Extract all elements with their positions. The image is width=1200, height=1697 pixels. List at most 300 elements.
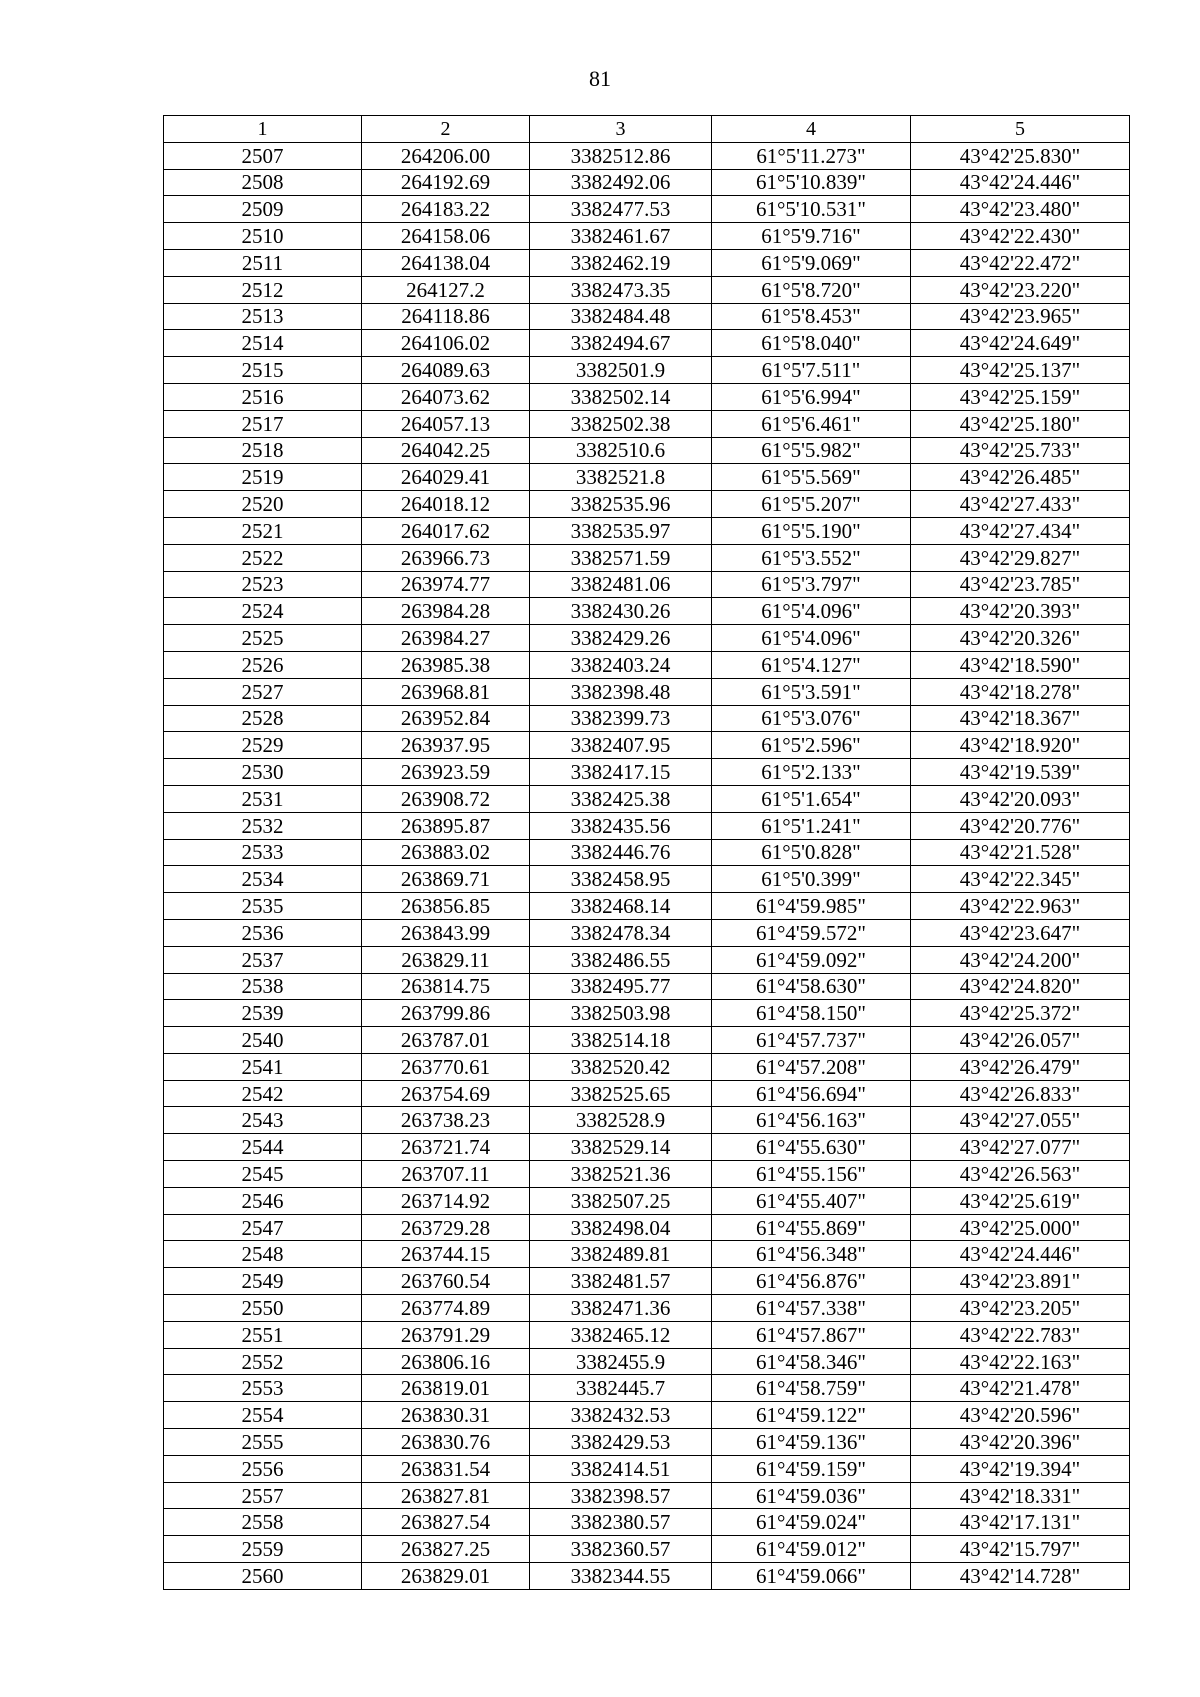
x-coordinate-cell: 264073.62 [362,383,530,410]
longitude-cell: 61°4'59.136" [712,1429,911,1456]
x-coordinate-cell: 263830.31 [362,1402,530,1429]
longitude-cell: 61°5'3.591" [712,678,911,705]
table-row [164,1482,1130,1509]
longitude-cell: 61°4'57.208" [712,1053,911,1080]
longitude-cell: 61°5'8.720" [712,276,911,303]
longitude-cell: 61°5'11.273" [712,142,911,169]
x-coordinate-cell: 264029.41 [362,464,530,491]
table-row [164,866,1130,893]
longitude-cell: 61°5'4.127" [712,651,911,678]
table-row [164,571,1130,598]
x-coordinate-cell: 263856.85 [362,893,530,920]
point-number-cell: 2559 [164,1536,362,1563]
table-row [164,544,1130,571]
y-coordinate-cell: 3382520.42 [530,1053,712,1080]
point-number-cell: 2538 [164,973,362,1000]
longitude-cell: 61°5'1.654" [712,785,911,812]
x-coordinate-cell: 264183.22 [362,196,530,223]
longitude-cell: 61°4'59.092" [712,946,911,973]
longitude-cell: 61°5'3.552" [712,544,911,571]
latitude-cell: 43°42'26.563" [911,1161,1130,1188]
x-coordinate-cell: 263819.01 [362,1375,530,1402]
table-row [164,437,1130,464]
longitude-cell: 61°4'57.867" [712,1321,911,1348]
point-number-cell: 2535 [164,893,362,920]
longitude-cell: 61°5'5.982" [712,437,911,464]
latitude-cell: 43°42'20.396" [911,1429,1130,1456]
y-coordinate-cell: 3382429.26 [530,625,712,652]
longitude-cell: 61°4'58.150" [712,1000,911,1027]
point-number-cell: 2513 [164,303,362,330]
y-coordinate-cell: 3382458.95 [530,866,712,893]
longitude-cell: 61°5'5.190" [712,517,911,544]
table-row [164,919,1130,946]
x-coordinate-cell: 263806.16 [362,1348,530,1375]
latitude-cell: 43°42'22.472" [911,249,1130,276]
table-row [164,1080,1130,1107]
longitude-cell: 61°4'56.163" [712,1107,911,1134]
y-coordinate-cell: 3382502.14 [530,383,712,410]
x-coordinate-cell: 263974.77 [362,571,530,598]
table-row [164,839,1130,866]
longitude-cell: 61°4'59.012" [712,1536,911,1563]
table-row [164,1536,1130,1563]
y-coordinate-cell: 3382503.98 [530,1000,712,1027]
longitude-cell: 61°4'56.876" [712,1268,911,1295]
column-header-2: 2 [362,116,530,143]
y-coordinate-cell: 3382501.9 [530,357,712,384]
point-number-cell: 2547 [164,1214,362,1241]
x-coordinate-cell: 263829.01 [362,1563,530,1590]
table-row [164,1375,1130,1402]
point-number-cell: 2519 [164,464,362,491]
y-coordinate-cell: 3382473.35 [530,276,712,303]
table-row [164,517,1130,544]
longitude-cell: 61°4'55.869" [712,1214,911,1241]
y-coordinate-cell: 3382502.38 [530,410,712,437]
x-coordinate-cell: 263984.27 [362,625,530,652]
latitude-cell: 43°42'20.093" [911,785,1130,812]
y-coordinate-cell: 3382525.65 [530,1080,712,1107]
longitude-cell: 61°5'0.399" [712,866,911,893]
point-number-cell: 2514 [164,330,362,357]
point-number-cell: 2520 [164,491,362,518]
point-number-cell: 2530 [164,759,362,786]
table-row [164,678,1130,705]
latitude-cell: 43°42'23.965" [911,303,1130,330]
point-number-cell: 2517 [164,410,362,437]
x-coordinate-cell: 263791.29 [362,1321,530,1348]
y-coordinate-cell: 3382481.06 [530,571,712,598]
latitude-cell: 43°42'20.596" [911,1402,1130,1429]
y-coordinate-cell: 3382528.9 [530,1107,712,1134]
y-coordinate-cell: 3382432.53 [530,1402,712,1429]
x-coordinate-cell: 263895.87 [362,812,530,839]
x-coordinate-cell: 264017.62 [362,517,530,544]
latitude-cell: 43°42'23.205" [911,1295,1130,1322]
y-coordinate-cell: 3382492.06 [530,169,712,196]
latitude-cell: 43°42'19.539" [911,759,1130,786]
point-number-cell: 2528 [164,705,362,732]
longitude-cell: 61°4'55.156" [712,1161,911,1188]
point-number-cell: 2512 [164,276,362,303]
y-coordinate-cell: 3382512.86 [530,142,712,169]
table-row [164,973,1130,1000]
latitude-cell: 43°42'24.820" [911,973,1130,1000]
x-coordinate-cell: 263714.92 [362,1187,530,1214]
longitude-cell: 61°4'59.024" [712,1509,911,1536]
x-coordinate-cell: 264158.06 [362,223,530,250]
latitude-cell: 43°42'22.345" [911,866,1130,893]
latitude-cell: 43°42'14.728" [911,1563,1130,1590]
y-coordinate-cell: 3382510.6 [530,437,712,464]
latitude-cell: 43°42'23.891" [911,1268,1130,1295]
x-coordinate-cell: 263754.69 [362,1080,530,1107]
point-number-cell: 2527 [164,678,362,705]
point-number-cell: 2553 [164,1375,362,1402]
point-number-cell: 2549 [164,1268,362,1295]
x-coordinate-cell: 264042.25 [362,437,530,464]
table-row [164,1161,1130,1188]
longitude-cell: 61°5'8.040" [712,330,911,357]
latitude-cell: 43°42'18.367" [911,705,1130,732]
table-header-row [164,116,1130,143]
latitude-cell: 43°42'21.528" [911,839,1130,866]
longitude-cell: 61°4'57.338" [712,1295,911,1322]
point-number-cell: 2531 [164,785,362,812]
x-coordinate-cell: 263729.28 [362,1214,530,1241]
column-header-1: 1 [164,116,362,143]
y-coordinate-cell: 3382446.76 [530,839,712,866]
table-row [164,1295,1130,1322]
y-coordinate-cell: 3382407.95 [530,732,712,759]
x-coordinate-cell: 264206.00 [362,142,530,169]
y-coordinate-cell: 3382403.24 [530,651,712,678]
longitude-cell: 61°5'1.241" [712,812,911,839]
latitude-cell: 43°42'20.326" [911,625,1130,652]
x-coordinate-cell: 263984.28 [362,598,530,625]
x-coordinate-cell: 263952.84 [362,705,530,732]
latitude-cell: 43°42'25.000" [911,1214,1130,1241]
point-number-cell: 2511 [164,249,362,276]
column-header-4: 4 [712,116,911,143]
latitude-cell: 43°42'18.920" [911,732,1130,759]
longitude-cell: 61°5'3.797" [712,571,911,598]
y-coordinate-cell: 3382414.51 [530,1455,712,1482]
table-row [164,464,1130,491]
point-number-cell: 2554 [164,1402,362,1429]
y-coordinate-cell: 3382529.14 [530,1134,712,1161]
point-number-cell: 2548 [164,1241,362,1268]
x-coordinate-cell: 263827.54 [362,1509,530,1536]
y-coordinate-cell: 3382535.97 [530,517,712,544]
table-row [164,303,1130,330]
longitude-cell: 61°5'2.133" [712,759,911,786]
table-row [164,946,1130,973]
point-number-cell: 2533 [164,839,362,866]
latitude-cell: 43°42'27.055" [911,1107,1130,1134]
y-coordinate-cell: 3382521.36 [530,1161,712,1188]
x-coordinate-cell: 263744.15 [362,1241,530,1268]
x-coordinate-cell: 263830.76 [362,1429,530,1456]
x-coordinate-cell: 263770.61 [362,1053,530,1080]
longitude-cell: 61°4'57.737" [712,1027,911,1054]
table-row [164,625,1130,652]
point-number-cell: 2534 [164,866,362,893]
point-number-cell: 2551 [164,1321,362,1348]
longitude-cell: 61°4'59.066" [712,1563,911,1590]
y-coordinate-cell: 3382498.04 [530,1214,712,1241]
column-header-5: 5 [911,116,1130,143]
longitude-cell: 61°5'8.453" [712,303,911,330]
longitude-cell: 61°4'59.572" [712,919,911,946]
table-body [164,142,1130,1589]
point-number-cell: 2522 [164,544,362,571]
page-number: 81 [589,66,611,91]
latitude-cell: 43°42'27.077" [911,1134,1130,1161]
table-row [164,1321,1130,1348]
table-row [164,732,1130,759]
latitude-cell: 43°42'25.180" [911,410,1130,437]
latitude-cell: 43°42'18.590" [911,651,1130,678]
y-coordinate-cell: 3382478.34 [530,919,712,946]
y-coordinate-cell: 3382471.36 [530,1295,712,1322]
longitude-cell: 61°4'59.036" [712,1482,911,1509]
table-row [164,812,1130,839]
point-number-cell: 2516 [164,383,362,410]
y-coordinate-cell: 3382399.73 [530,705,712,732]
point-number-cell: 2555 [164,1429,362,1456]
x-coordinate-cell: 264127.2 [362,276,530,303]
table-row [164,223,1130,250]
latitude-cell: 43°42'26.485" [911,464,1130,491]
longitude-cell: 61°4'55.407" [712,1187,911,1214]
table-row [164,196,1130,223]
latitude-cell: 43°42'24.446" [911,169,1130,196]
longitude-cell: 61°4'56.348" [712,1241,911,1268]
x-coordinate-cell: 263923.59 [362,759,530,786]
x-coordinate-cell: 263908.72 [362,785,530,812]
longitude-cell: 61°5'4.096" [712,598,911,625]
y-coordinate-cell: 3382507.25 [530,1187,712,1214]
x-coordinate-cell: 263814.75 [362,973,530,1000]
latitude-cell: 43°42'24.200" [911,946,1130,973]
latitude-cell: 43°42'27.433" [911,491,1130,518]
longitude-cell: 61°5'9.716" [712,223,911,250]
x-coordinate-cell: 263799.86 [362,1000,530,1027]
table-row [164,1134,1130,1161]
column-header-3: 3 [530,116,712,143]
x-coordinate-cell: 263937.95 [362,732,530,759]
table-row [164,357,1130,384]
longitude-cell: 61°5'5.207" [712,491,911,518]
y-coordinate-cell: 3382380.57 [530,1509,712,1536]
y-coordinate-cell: 3382465.12 [530,1321,712,1348]
point-number-cell: 2507 [164,142,362,169]
point-number-cell: 2542 [164,1080,362,1107]
x-coordinate-cell: 264089.63 [362,357,530,384]
y-coordinate-cell: 3382398.57 [530,1482,712,1509]
y-coordinate-cell: 3382435.56 [530,812,712,839]
point-number-cell: 2556 [164,1455,362,1482]
y-coordinate-cell: 3382417.15 [530,759,712,786]
y-coordinate-cell: 3382398.48 [530,678,712,705]
latitude-cell: 43°42'18.331" [911,1482,1130,1509]
x-coordinate-cell: 263985.38 [362,651,530,678]
x-coordinate-cell: 264138.04 [362,249,530,276]
table-row [164,249,1130,276]
y-coordinate-cell: 3382445.7 [530,1375,712,1402]
x-coordinate-cell: 264106.02 [362,330,530,357]
y-coordinate-cell: 3382461.67 [530,223,712,250]
longitude-cell: 61°5'9.069" [712,249,911,276]
table-row [164,598,1130,625]
longitude-cell: 61°5'4.096" [712,625,911,652]
longitude-cell: 61°4'55.630" [712,1134,911,1161]
latitude-cell: 43°42'25.733" [911,437,1130,464]
y-coordinate-cell: 3382489.81 [530,1241,712,1268]
point-number-cell: 2537 [164,946,362,973]
x-coordinate-cell: 263721.74 [362,1134,530,1161]
point-number-cell: 2545 [164,1161,362,1188]
latitude-cell: 43°42'22.783" [911,1321,1130,1348]
point-number-cell: 2524 [164,598,362,625]
table-row [164,1027,1130,1054]
latitude-cell: 43°42'18.278" [911,678,1130,705]
latitude-cell: 43°42'25.159" [911,383,1130,410]
table-row [164,759,1130,786]
x-coordinate-cell: 263827.25 [362,1536,530,1563]
y-coordinate-cell: 3382360.57 [530,1536,712,1563]
y-coordinate-cell: 3382535.96 [530,491,712,518]
table-row [164,785,1130,812]
table-row [164,705,1130,732]
longitude-cell: 61°4'58.759" [712,1375,911,1402]
longitude-cell: 61°5'10.839" [712,169,911,196]
latitude-cell: 43°42'21.478" [911,1375,1130,1402]
table-row [164,410,1130,437]
longitude-cell: 61°5'7.511" [712,357,911,384]
point-number-cell: 2518 [164,437,362,464]
y-coordinate-cell: 3382429.53 [530,1429,712,1456]
latitude-cell: 43°42'22.163" [911,1348,1130,1375]
x-coordinate-cell: 263883.02 [362,839,530,866]
table-row [164,1000,1130,1027]
x-coordinate-cell: 264018.12 [362,491,530,518]
x-coordinate-cell: 263869.71 [362,866,530,893]
y-coordinate-cell: 3382430.26 [530,598,712,625]
latitude-cell: 43°42'23.647" [911,919,1130,946]
x-coordinate-cell: 263829.11 [362,946,530,973]
longitude-cell: 61°5'6.994" [712,383,911,410]
table-row [164,1509,1130,1536]
y-coordinate-cell: 3382477.53 [530,196,712,223]
latitude-cell: 43°42'22.430" [911,223,1130,250]
point-number-cell: 2539 [164,1000,362,1027]
x-coordinate-cell: 264057.13 [362,410,530,437]
longitude-cell: 61°4'59.985" [712,893,911,920]
x-coordinate-cell: 263760.54 [362,1268,530,1295]
latitude-cell: 43°42'25.372" [911,1000,1130,1027]
point-number-cell: 2544 [164,1134,362,1161]
x-coordinate-cell: 264192.69 [362,169,530,196]
point-number-cell: 2515 [164,357,362,384]
table-row [164,142,1130,169]
point-number-cell: 2521 [164,517,362,544]
y-coordinate-cell: 3382494.67 [530,330,712,357]
table-row [164,651,1130,678]
latitude-cell: 43°42'25.137" [911,357,1130,384]
latitude-cell: 43°42'20.393" [911,598,1130,625]
x-coordinate-cell: 263774.89 [362,1295,530,1322]
x-coordinate-cell: 263831.54 [362,1455,530,1482]
longitude-cell: 61°5'2.596" [712,732,911,759]
point-number-cell: 2532 [164,812,362,839]
latitude-cell: 43°42'25.619" [911,1187,1130,1214]
coordinates-table [163,115,1130,1590]
latitude-cell: 43°42'17.131" [911,1509,1130,1536]
point-number-cell: 2536 [164,919,362,946]
latitude-cell: 43°42'19.394" [911,1455,1130,1482]
point-number-cell: 2560 [164,1563,362,1590]
table-row [164,1187,1130,1214]
longitude-cell: 61°5'0.828" [712,839,911,866]
latitude-cell: 43°42'26.057" [911,1027,1130,1054]
x-coordinate-cell: 263707.11 [362,1161,530,1188]
table-row [164,276,1130,303]
latitude-cell: 43°42'23.785" [911,571,1130,598]
latitude-cell: 43°42'22.963" [911,893,1130,920]
table-row [164,491,1130,518]
y-coordinate-cell: 3382468.14 [530,893,712,920]
table-row [164,1214,1130,1241]
point-number-cell: 2529 [164,732,362,759]
table-row [164,1402,1130,1429]
latitude-cell: 43°42'23.220" [911,276,1130,303]
x-coordinate-cell: 263968.81 [362,678,530,705]
y-coordinate-cell: 3382455.9 [530,1348,712,1375]
latitude-cell: 43°42'24.446" [911,1241,1130,1268]
point-number-cell: 2510 [164,223,362,250]
point-number-cell: 2558 [164,1509,362,1536]
point-number-cell: 2543 [164,1107,362,1134]
longitude-cell: 61°4'58.630" [712,973,911,1000]
y-coordinate-cell: 3382514.18 [530,1027,712,1054]
table-row [164,1053,1130,1080]
latitude-cell: 43°42'26.479" [911,1053,1130,1080]
point-number-cell: 2526 [164,651,362,678]
latitude-cell: 43°42'23.480" [911,196,1130,223]
y-coordinate-cell: 3382495.77 [530,973,712,1000]
latitude-cell: 43°42'20.776" [911,812,1130,839]
longitude-cell: 61°4'58.346" [712,1348,911,1375]
point-number-cell: 2525 [164,625,362,652]
x-coordinate-cell: 263787.01 [362,1027,530,1054]
y-coordinate-cell: 3382481.57 [530,1268,712,1295]
table-row [164,893,1130,920]
longitude-cell: 61°4'56.694" [712,1080,911,1107]
longitude-cell: 61°4'59.159" [712,1455,911,1482]
latitude-cell: 43°42'26.833" [911,1080,1130,1107]
y-coordinate-cell: 3382344.55 [530,1563,712,1590]
point-number-cell: 2541 [164,1053,362,1080]
table-row [164,1455,1130,1482]
longitude-cell: 61°5'6.461" [712,410,911,437]
longitude-cell: 61°5'5.569" [712,464,911,491]
longitude-cell: 61°4'59.122" [712,1402,911,1429]
table-row [164,1348,1130,1375]
y-coordinate-cell: 3382484.48 [530,303,712,330]
